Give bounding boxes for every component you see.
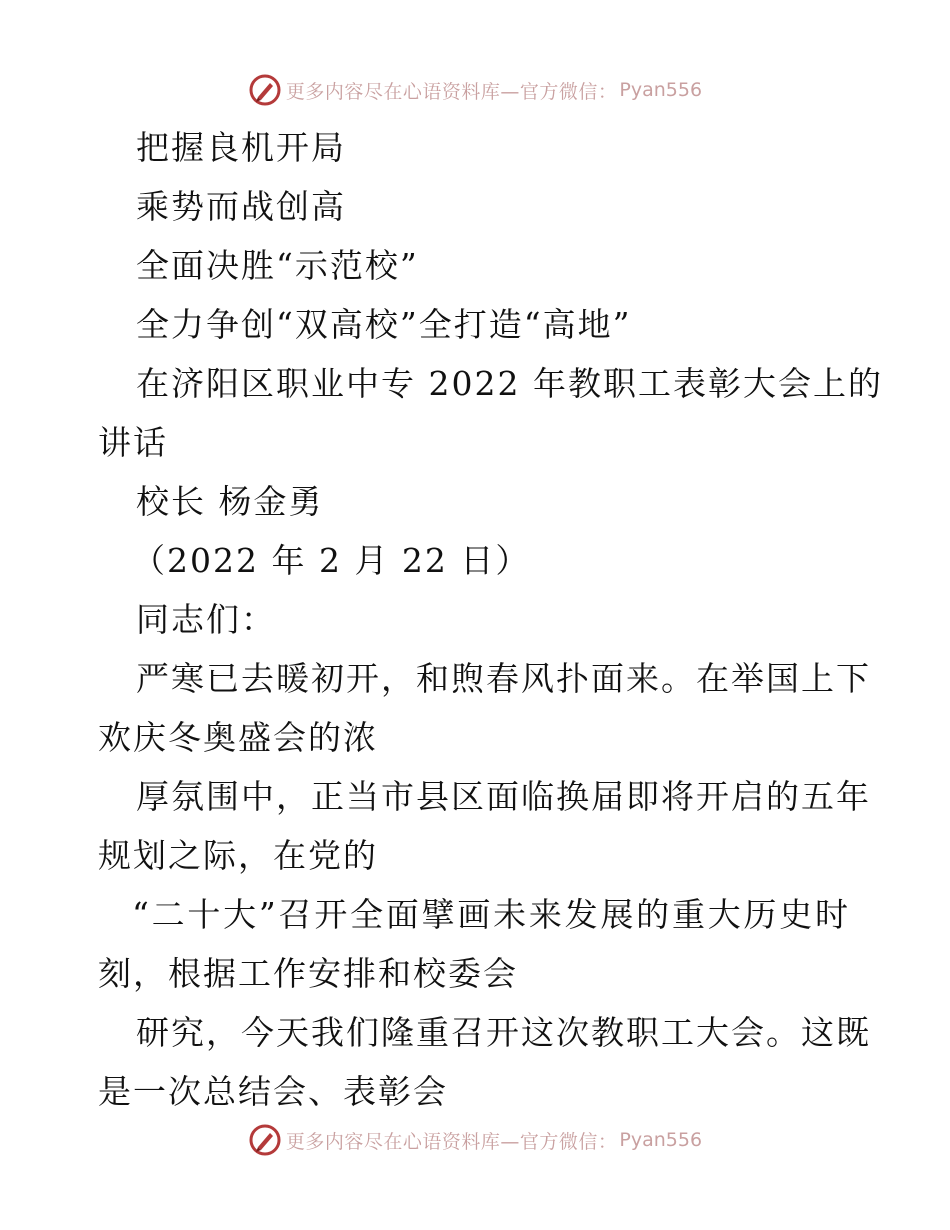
paragraph-line: 欢庆冬奥盛会的浓	[98, 718, 378, 757]
title-line-2: 乘势而战创高	[136, 187, 346, 226]
subtitle-line-1: 在济阳区职业中专 2022 年教职工表彰大会上的	[136, 364, 883, 403]
title-line-3: 全面决胜“示范校”	[136, 246, 419, 285]
pen-logo-icon	[248, 1123, 282, 1157]
paragraph-line: 厚氛围中，正当市县区面临换届即将开启的五年	[136, 777, 871, 816]
paragraph-line: 研究，今天我们隆重召开这次教职工大会。这既	[136, 1013, 871, 1052]
paragraph-line: “二十大”召开全面擘画未来发展的重大历史时	[132, 895, 850, 934]
paragraph-line: 严寒已去暖初开，和煦春风扑面来。在举国上下	[136, 659, 871, 698]
pen-logo-icon	[248, 73, 282, 107]
watermark-wechat-id: Pyan556	[619, 1129, 703, 1151]
document-body	[98, 118, 883, 1121]
date-line: （2022 年 2 月 22 日）	[132, 541, 531, 580]
paragraph-line: 是一次总结会、表彰会	[98, 1072, 448, 1111]
paragraph-line: 规划之际，在党的	[98, 836, 378, 875]
paragraph-line: 刻，根据工作安排和校委会	[98, 954, 518, 993]
title-line-1: 把握良机开局	[136, 128, 346, 167]
author-line: 校长 杨金勇	[136, 482, 324, 521]
watermark-wechat-id: Pyan556	[619, 79, 703, 101]
header-watermark	[0, 70, 950, 110]
watermark-text: 更多内容尽在心语资料库—官方微信：	[285, 80, 618, 103]
salutation-line: 同志们：	[136, 600, 276, 639]
watermark-text: 更多内容尽在心语资料库—官方微信：	[285, 1130, 618, 1153]
footer-watermark	[0, 1120, 950, 1160]
subtitle-line-2: 讲话	[98, 423, 168, 462]
title-line-4: 全力争创“双高校”全打造“高地”	[136, 305, 632, 344]
